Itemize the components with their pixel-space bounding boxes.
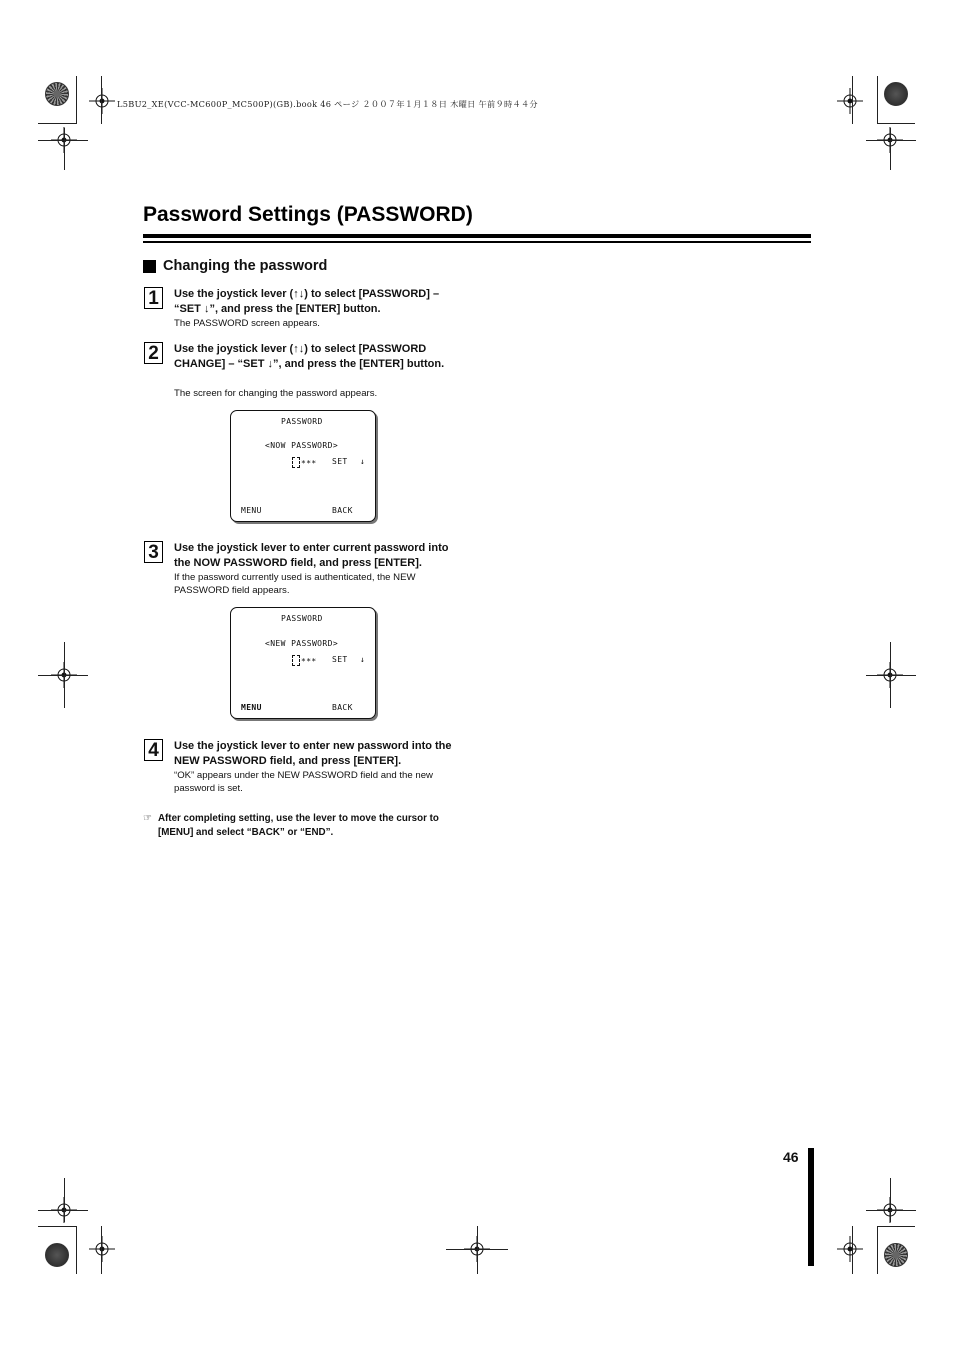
- crop-mark: [852, 1226, 853, 1274]
- step-number-text: 1: [148, 287, 159, 309]
- section-heading: [143, 258, 327, 274]
- crop-mark: [38, 123, 76, 124]
- color-target-icon: [45, 1243, 69, 1267]
- step-instruction: Use the joystick lever to enter current password into the NOW PASSWORD field, and press [ENTER].: [174, 542, 449, 569]
- title-rule: [143, 234, 811, 238]
- crop-mark: [101, 76, 102, 124]
- step-instruction: Use the joystick lever (↑↓) to select [PASSWORD CHANGE] – “SET ↓”, and press the [ENTER] button.: [174, 343, 445, 370]
- crop-mark: [38, 1226, 76, 1227]
- osd-back: BACK: [332, 506, 353, 515]
- osd-set: SET: [332, 457, 348, 466]
- step-description: The screen for changing the password appears.: [174, 388, 378, 399]
- step-description: “OK” appears under the NEW PASSWORD field and the new password is set.: [174, 770, 433, 794]
- osd-title: PASSWORD: [281, 614, 323, 623]
- osd-stars: ***: [301, 657, 317, 666]
- osd-back: BACK: [332, 703, 353, 712]
- crop-mark: [877, 76, 878, 124]
- step-number-text: 4: [148, 739, 159, 761]
- step-instruction: Use the joystick lever (↑↓) to select [PASSWORD] – “SET ↓”, and press the [ENTER] button.: [174, 288, 440, 315]
- color-target-icon: [884, 1243, 908, 1267]
- osd-menu: MENU: [241, 703, 262, 712]
- registration-mark-icon: [89, 1236, 115, 1262]
- osd-set: SET: [332, 655, 348, 664]
- step-instruction: Use the joystick lever to enter new password into the NEW PASSWORD field, and press [ENTER].: [174, 740, 452, 767]
- crop-mark: [866, 1210, 916, 1211]
- pointing-hand-icon: ☞: [143, 813, 152, 824]
- step-number: [144, 287, 163, 309]
- crop-mark: [477, 1226, 478, 1274]
- step-description: The PASSWORD screen appears.: [174, 318, 320, 329]
- step-number: [144, 541, 163, 563]
- registration-mark-icon: [837, 1236, 863, 1262]
- crop-mark: [877, 123, 915, 124]
- step-number: [144, 739, 163, 761]
- cursor-icon: [292, 655, 300, 666]
- crop-mark: [877, 1226, 915, 1227]
- crop-mark: [64, 1178, 65, 1222]
- osd-field-label: <NOW PASSWORD>: [265, 441, 339, 450]
- crop-mark: [64, 642, 65, 708]
- osd-stars: ***: [301, 459, 317, 468]
- osd-menu: MENU: [241, 506, 262, 515]
- tip-note-text: After completing setting, use the lever to move the cursor to [MENU] and select “BACK” or “END”.: [157, 813, 439, 838]
- crop-mark: [852, 76, 853, 124]
- color-target-icon: [45, 82, 69, 106]
- section-heading-text: Changing the password: [163, 258, 328, 274]
- crop-mark: [38, 140, 88, 141]
- step-number-text: 2: [148, 342, 159, 364]
- color-target-icon: [884, 82, 908, 106]
- page-edge-bar: [808, 1148, 814, 1266]
- crop-mark: [866, 675, 916, 676]
- crop-mark: [101, 1226, 102, 1274]
- page-title: Password Settings (PASSWORD): [143, 203, 473, 226]
- crop-mark: [64, 128, 65, 170]
- osd-password-entry: [292, 655, 317, 666]
- crop-mark: [38, 675, 88, 676]
- crop-mark: [76, 1226, 77, 1274]
- step-number-text: 3: [148, 541, 159, 563]
- crop-mark: [890, 642, 891, 708]
- crop-mark: [76, 76, 77, 124]
- registration-mark-icon: [837, 88, 863, 114]
- down-arrow-icon: ↓: [360, 457, 366, 466]
- osd-screen: [230, 607, 376, 719]
- step-number: [144, 342, 163, 364]
- title-rule-thin: [143, 241, 811, 243]
- crop-mark: [890, 128, 891, 170]
- osd-field-label: <NEW PASSWORD>: [265, 639, 339, 648]
- osd-screen: [230, 410, 376, 522]
- tip-note: [143, 812, 473, 839]
- print-slug: L5BU2_XE(VCC-MC600P_MC500P)(GB).book 46 ページ ２００７年１月１８日 木曜日 午前９時４４分: [117, 99, 538, 109]
- osd-password-entry: [292, 457, 317, 468]
- crop-mark: [38, 1210, 88, 1211]
- down-arrow-icon: ↓: [360, 655, 366, 664]
- crop-mark: [866, 140, 916, 141]
- crop-mark: [877, 1226, 878, 1274]
- step-description: If the password currently used is authenticated, the NEW PASSWORD field appears.: [174, 572, 416, 596]
- page-number: 46: [783, 1149, 799, 1165]
- cursor-icon: [292, 457, 300, 468]
- square-bullet-icon: [143, 260, 156, 273]
- registration-mark-icon: [89, 88, 115, 114]
- crop-mark: [890, 1178, 891, 1222]
- osd-title: PASSWORD: [281, 417, 323, 426]
